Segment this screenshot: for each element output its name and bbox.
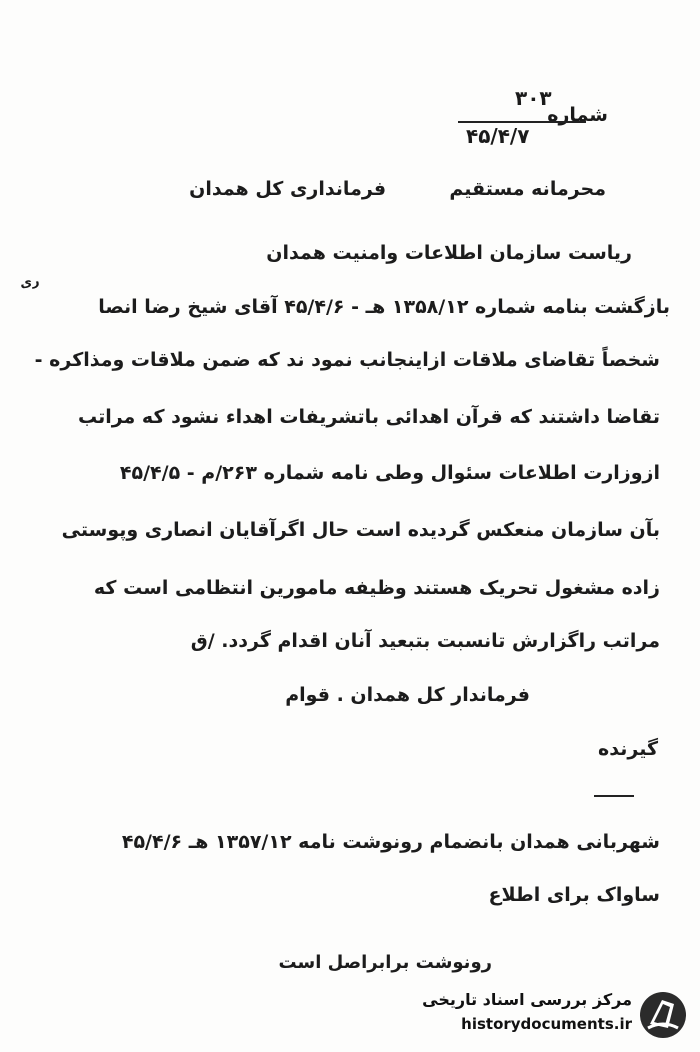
recipient: ریاست سازمان اطلاعات وامنیت همدان bbox=[266, 242, 632, 264]
recipient-item-1: شهربانی همدان بانضمام رونوشت نامه ۱۳۵۷/۱۲ هـ ۴۵/۴/۶ bbox=[121, 831, 660, 853]
body-line-7: مراتب راگزارش تانسبت بتبعید آنان اقدام گردد. /ق bbox=[190, 630, 660, 652]
recipients-divider bbox=[594, 795, 634, 797]
watermark-footer bbox=[418, 988, 694, 1046]
body-line-4: ازوزارت اطلاعات سئوال وطی نامه شماره ۲۶۳/م - ۴۵/۴/۵ bbox=[119, 462, 660, 484]
copy-certification: رونوشت برابراصل است bbox=[278, 952, 492, 973]
classification-and-sender bbox=[189, 178, 606, 200]
letter-date: ۴۵/۴/۷ bbox=[466, 124, 530, 148]
margin-note: ری bbox=[19, 273, 41, 292]
sender: فرمانداری کل همدان bbox=[189, 178, 387, 200]
recipients-heading: گیرنده bbox=[598, 738, 658, 760]
body-line-5: بآن سازمان منعکس گردیده است حال اگرآقایان انصاری وپوستی bbox=[61, 519, 660, 541]
body-line-1: بازگشت بنامه شماره ۱۳۵۸/۱۲ هـ - ۴۵/۴/۶ آقای شیخ رضا انصا bbox=[98, 296, 670, 318]
archive-logo-icon bbox=[638, 990, 688, 1040]
letter-number: ۳۰۳ bbox=[515, 86, 552, 110]
watermark-website: historydocuments.ir bbox=[461, 1015, 632, 1033]
signature: فرماندار کل همدان . قوام bbox=[285, 684, 530, 706]
recipient-item-2: ساواک برای اطلاع bbox=[488, 884, 660, 906]
classification: محرمانه مستقیم bbox=[449, 178, 606, 200]
body-line-2: شخصاً تقاضای ملاقات ازاینجانب نمود ند که ضمن ملاقات ومذاکره - bbox=[34, 349, 660, 371]
number-label: شماره bbox=[547, 104, 608, 126]
number-divider bbox=[458, 121, 586, 123]
body-line-6: زاده مشغول تحریک هستند وظیفه مامورین انتظامی است که bbox=[93, 577, 660, 599]
watermark-org-name: مرکز بررسی اسناد تاریخی bbox=[422, 990, 632, 1009]
body-line-3: تقاضا داشتند که قرآن اهدائی باتشریفات اهداء نشود که مراتب bbox=[77, 406, 660, 428]
